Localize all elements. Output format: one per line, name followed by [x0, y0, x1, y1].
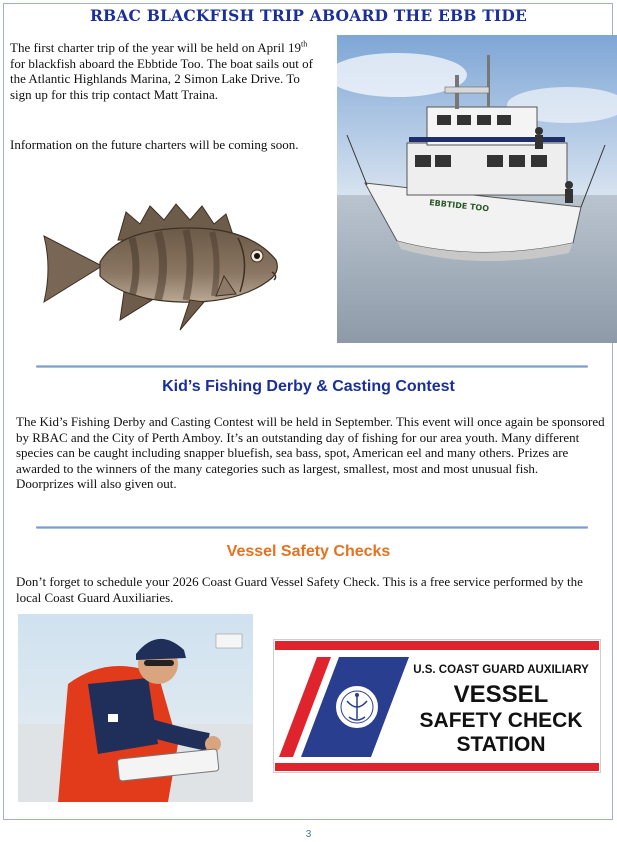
blackfish-trip-title: RBAC BLACKFISH TRIP ABOARD THE EBB TIDE: [89, 6, 528, 25]
vessel-safety-paragraph: Don’t forget to schedule your 2026 Coast Guard Vessel Safety Check. This is a free service performed by the local Coast Guard Auxiliaries.: [16, 574, 583, 605]
charter-trip-paragraph: The first charter trip of the year will be held on April 19th for blackfish aboard the Ebbtide Too. The boat sails out of the Atlantic Highlands Marina, 2 Simon Lake Drive. To sign up for this trip contact Matt Traina.: [10, 39, 313, 102]
badge-auxiliary-text: U.S. COAST GUARD AUXILIARY: [413, 664, 589, 676]
section-divider-2: [36, 526, 588, 529]
future-charters-paragraph: Information on the future charters will be coming soon.: [10, 137, 299, 152]
page-number: 3: [305, 829, 312, 840]
ebbtide-boat-photo: [337, 35, 617, 343]
fishing-derby-paragraph: The Kid’s Fishing Derby and Casting Contest will be held in September. This event will once again be sponsored by RBAC and the City of Perth Amboy. It’s an outstanding day of fishing for our area youth. Many different species can be caught including snapper bluefish, sea bass, spot, American eel and many others. Prizes are awarded to the winners of the many categories such as largest, smallest, most and most unusual fish. Doorprizes will also given out.: [16, 414, 605, 491]
fishing-derby-title: Kid’s Fishing Derby & Casting Contest: [162, 378, 455, 395]
vessel-safety-check-badge: [273, 639, 601, 773]
badge-vessel-text: VESSEL: [453, 681, 549, 708]
badge-station-text: STATION: [456, 733, 546, 756]
boat-name-text: EBBTIDE TOO: [428, 198, 490, 214]
blackfish-illustration: [40, 198, 285, 333]
coast-guard-inspector-photo: [18, 614, 253, 802]
vessel-safety-title: Vessel Safety Checks: [226, 543, 391, 560]
badge-safety-check-text: SAFETY CHECK: [419, 709, 583, 732]
section-divider-1: [36, 365, 588, 368]
